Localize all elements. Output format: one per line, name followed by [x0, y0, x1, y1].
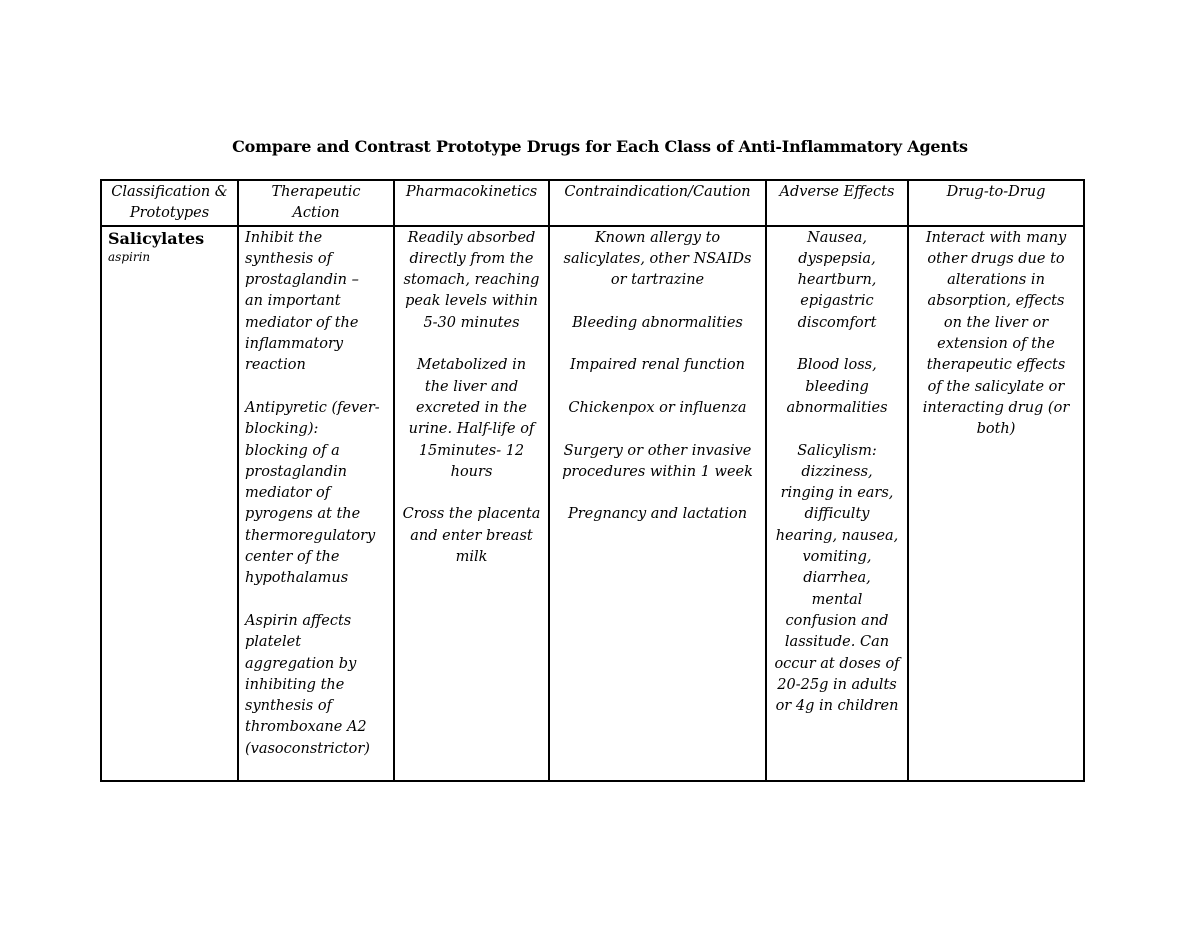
header-pharmacokinetics: Pharmacokinetics	[394, 180, 549, 226]
contraindication-item: Surgery or other invasive procedures within 1 week	[562, 442, 753, 480]
cell-pharmacokinetics	[394, 226, 549, 781]
therapeutic-paragraph: Aspirin affects platelet aggregation by inhibiting the synthesis of thromboxane A2 (vasoconstrictor)	[245, 612, 370, 757]
cell-classification	[101, 226, 238, 781]
contraindication-item: Bleeding abnormalities	[572, 314, 743, 331]
pharmacokinetics-paragraph: Metabolized in the liver and excreted in the urine. Half-life of 15minutes- 12 hours	[408, 357, 535, 480]
header-row	[101, 180, 1084, 226]
prototype-name: aspirin	[108, 249, 151, 264]
therapeutic-paragraph: Antipyretic (fever- blocking): blocking of a prostaglandin mediator of pyrogens at the thermoregulatory center of the hypothalamus	[245, 399, 380, 587]
table-row	[101, 226, 1084, 781]
comparison-table	[100, 179, 1085, 782]
drug-interaction-paragraph: Interact with many other drugs due to alterations in absorption, effects on the liver or extension of the therapeutic effects of the salicylate or interacting drug (or both)	[922, 229, 1070, 438]
header-drug-to-drug: Drug-to-Drug	[908, 180, 1084, 226]
document-title: Compare and Contrast Prototype Drugs for Each Class of Anti-Inflammatory Agents	[232, 137, 968, 156]
header-classification: Classification & Prototypes	[101, 180, 238, 226]
cell-therapeutic-action	[238, 226, 394, 781]
pharmacokinetics-paragraph: Readily absorbed directly from the stomach, reaching peak levels within 5-30 minutes	[403, 229, 540, 331]
adverse-effect-paragraph: Blood loss, bleeding abnormalities	[786, 357, 888, 416]
header-adverse-effects: Adverse Effects	[766, 180, 908, 226]
drug-class-name: Salicylates	[108, 228, 205, 248]
contraindication-item: Pregnancy and lactation	[567, 506, 748, 523]
adverse-effect-paragraph: Nausea, dyspepsia, heartburn, epigastric discomfort	[797, 229, 877, 331]
contraindication-item: Chickenpox or influenza	[568, 399, 747, 416]
therapeutic-paragraph: Inhibit the synthesis of prostaglandin – an important mediator of the inflammatory reaction	[245, 229, 359, 374]
pharmacokinetics-paragraph: Cross the placenta and enter breast milk	[402, 506, 541, 566]
cell-contraindication	[549, 226, 766, 781]
contraindication-item: Impaired renal function	[570, 357, 745, 374]
header-therapeutic-action: Therapeutic Action	[238, 180, 394, 226]
adverse-effect-paragraph: Salicylism: dizziness, ringing in ears, difficulty hearing, nausea, vomiting, diarrhea, mental confusion and lassitude. Can occur at doses of 20-25g in adults or 4g in children	[774, 442, 900, 715]
cell-drug-to-drug	[908, 226, 1084, 781]
header-contraindication: Contraindication/Caution	[549, 180, 766, 226]
contraindication-item: Known allergy to salicylates, other NSAIDs or tartrazine	[563, 229, 752, 289]
cell-adverse-effects	[766, 226, 908, 781]
